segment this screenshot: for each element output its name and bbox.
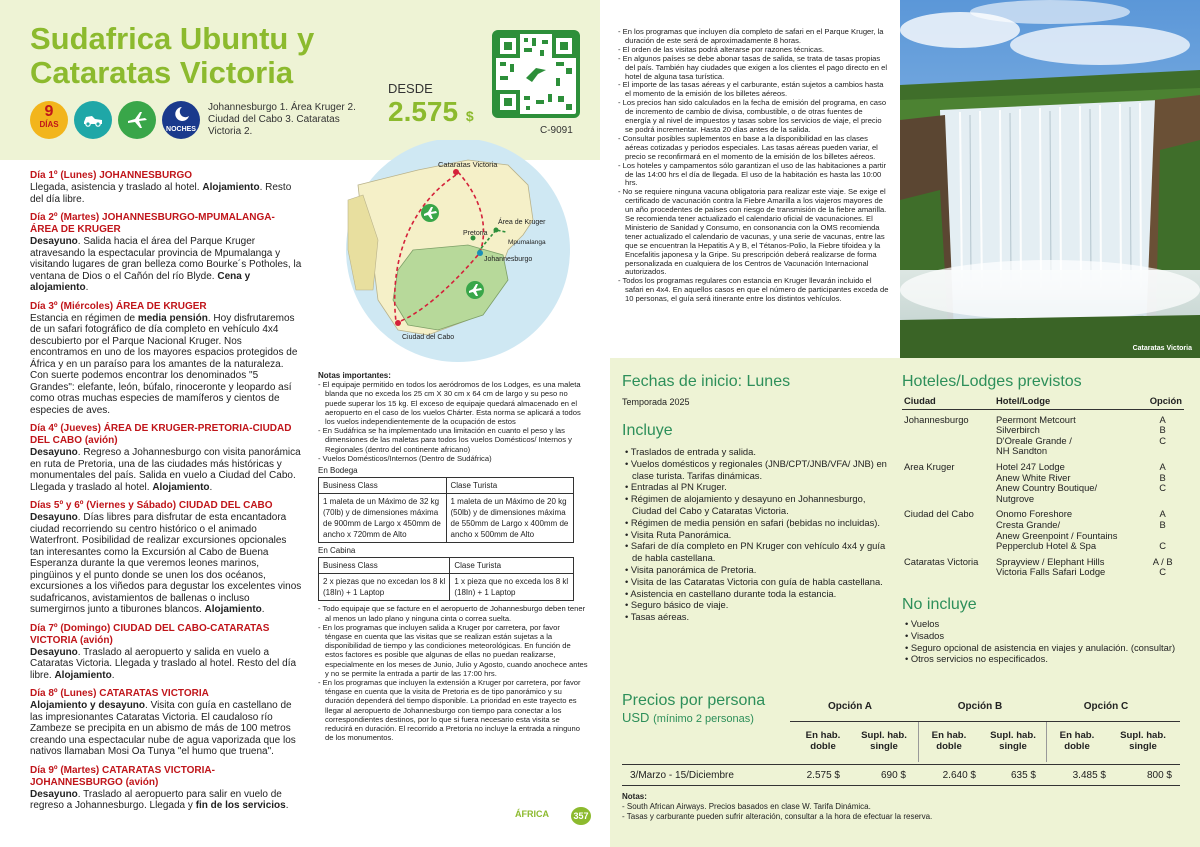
itinerary-day [30,170,302,205]
table-header: Clase Turista [450,558,574,574]
option-a-header: Opción A [827,701,873,712]
bodega-label: En Bodega [318,466,358,476]
table-cell: 2 x piezas que no excedan los 8 kl (18In) + 1 Laptop [319,574,450,601]
col-supl-single: Supl. hab. single [1120,730,1166,752]
table-header: Opción [1141,394,1184,409]
precios-subtitle: USD (mínimo 2 personas) [622,710,754,725]
table-row: Nutgrove [996,492,1035,504]
victoria-falls-photo [900,0,1200,358]
no-incluye-title: No incluye [902,596,977,613]
table-header: Ciudad [902,394,994,409]
car-icon [74,101,112,139]
table-row: Pepperclub Hotel & Spa C [996,540,1167,552]
table-header: Business Class [319,558,450,574]
list-item: • Visita Ruta Panorámica. [625,528,732,540]
list-item: • Asistencia en castellano durante toda la estancia. [625,587,837,599]
photo-caption: Cataratas Victoria [1132,345,1192,353]
itinerary-day [30,765,302,812]
route-summary: Johannesburgo 1. Área Kruger 2. Ciudad del Cabo 3. Cataratas Victoria 2. [208,102,356,137]
notes-title: Notas importantes: [318,371,391,380]
page-number: 357 [571,807,591,825]
incluye-list [622,446,892,623]
incluye-title: Incluye [622,422,673,439]
days-number: 9 [44,103,54,120]
day-text: Estancia en régimen de media pensión. Hoy disfrutaremos de un safari fotográfico de día completo en vehículo 4x4 descubierto por el Parque Nacional Kruger. Nos encontramos en uno de los mayores espacios protegidos de África y en un paraíso para los amantes de la naturaleza. Con suerte podemos encontrar los denominados "5 Grandes": elefante, león, búfalo, rinoceronte y leopardo así como otras muchas especies de mamíferos y cientos de especies de aves. [30,312,298,416]
table-cell: 1 x pieza que no exceda los 8 kl (18In) + 1 Laptop [450,574,574,601]
map-label-johannesburgo: Johannesburgo [484,256,533,263]
table-header: Clase Turista [446,478,574,494]
price-notes [622,792,1182,822]
list-item: • Visita de las Cataratas Victoria con guía de habla castellana. [625,575,883,587]
note-item: - Vuelos Domésticos/Internos (Dentro de Sudáfrica) [318,453,492,463]
day-title: Día 4º (Jueves) ÁREA DE KRUGER-PRETORIA-CIUDAD DEL CABO (avión) [30,423,292,446]
table-row: D'Oreale Grande / C [996,434,1167,446]
note-item: - Tasas y carburante pueden sufrir alteración, consultar a la hora de efectuar la reserva. [622,812,933,821]
days-badge [30,101,68,139]
map-label-mpumalanga: Mpumalanga [508,239,546,246]
list-item: • Otros servicios no especificados. [905,653,1048,665]
price-cell: 690 $ [880,770,906,781]
day-text: Desayuno. Regreso a Johannesburgo con visita panorámica en ruta de Pretoria, una de las ciudades más históricas y monumentales del país. Salida en vuelo a Ciudad del Cabo. Llegada y traslado al hotel. Alojamiento. [30,447,301,493]
itinerary-day [30,423,302,493]
table-row: Anew Country Boutique/ C [996,482,1167,494]
col-en-doble: En hab. doble [1059,730,1095,752]
day-text: Llegada, asistencia y traslado al hotel. Alojamiento. Resto del día libre. [30,182,292,205]
day-title: Día 2º (Martes) JOHANNESBURGO-MPUMALANGA-ÁREA DE KRUGER [30,212,275,235]
map-label-cabo: Ciudad del Cabo [402,334,455,341]
table-row: Anew White River B [996,471,1166,483]
note-item: - El importe de las tasas aéreas y el carburante, están sujetos a cambios hasta el momento de la emisión de los billetes aéreos. [618,80,884,99]
day-title: Días 5º y 6º (Viernes y Sábado) CIUDAD DEL CABO [30,500,273,511]
note-item: - En los programas que incluyen día completo de safari en el Parque Kruger, la duración de este será de aproximadamente 8 horas. [618,27,884,45]
price-desde-label: DESDE [388,81,433,96]
note-item: - Todo equipaje que se facture en el aeropuerto de Johannesburgo deben tener al menos un lado plano y ninguna cinta o correa suelta. [318,604,586,623]
itinerary-day [30,500,302,616]
table-row: Cataratas Victoria Sprayview / Elephant Hills A / B [904,555,1173,567]
day-text: Desayuno. Salida hacia el área del Parque Kruger atravesando la espectacular provincia de Mpumalanga y visitando lugares de gran belleza como Bourke´s Potholes, la ventana de Dios o el Cañón del río Blyde. Cena y alojamiento. [30,236,302,293]
cabina-table [318,557,574,601]
col-supl-single: Supl. hab. single [990,730,1036,752]
note-item: - Todos los programas regulares con estancia en Kruger llevarán incluido el safari en 4x4. En aquellos casos en que el número de participantes exceda de 10 personas, el guía será itinerante entre los distintos vehículos. [618,276,889,304]
list-item: • Traslados de entrada y salida. [625,446,756,457]
itinerary-day [30,688,302,758]
price-table-bottom-line [622,785,1180,786]
trip-code: C-9091 [540,125,573,136]
day-text: Desayuno. Traslado al aeropuerto y salida en vuelo a Cataratas Victoria. Llegada y traslado al hotel. Resto del día libre. Alojamiento. [30,646,297,681]
day-text: Desayuno. Traslado al aeropuerto para salir en vuelo de regreso a Johannesburgo. Llegada y fin de los servicios. [30,788,289,811]
table-row: Ciudad del Cabo Onomo Foreshore A [904,508,1166,520]
fechas-title: Fechas de inicio: Lunes [622,373,791,390]
note-item: - Los hoteles y campamentos sólo garantizan el uso de las habitaciones a partir de las 14:00 hrs el día de llegada. El uso de la habitación es hasta las 10:00 hrs. [618,160,887,188]
col-en-doble: En hab. doble [805,730,841,752]
list-item: • Seguro opcional de asistencia en viajes y anulación. (consultar) [905,641,1176,653]
itinerary-day [30,623,302,682]
temporada: Temporada 2025 [622,397,690,407]
plane-icon [118,101,156,139]
price-cell: 800 $ [1146,770,1172,781]
note-item: - No se requiere ninguna vacuna obligatoria para realizar este viaje. Se exige el certificado de vacunación contra la Fiebre Amarilla a los viajeros mayores de un año procedentes de países con riesgo de transmisión de la fiebre amarilla. Se recomienda tener actualizado el calendario oficial de vacunaciones. El Ministerio de Sanidad y Consumo, en consonancia con la OMS recomienda tener actualizado el calendario de vacunas, y una serie de vacunas, entre las que se encuentran la Hepatitis A y B, el Tétanos-Polio, la Fiebre tifoidea y la Encefalitis japonesa y la Gripe. Su prescripción deberá realizarse de forma personalizada en cualquiera de los Centros de Vacunación Internacional autorizados. [618,187,887,277]
note-item: - En algunos países se debe abonar tasas de salida, se trata de tasas propias del país. También hay ciudades que exigen a los clientes el pago directo en el hotel de alguna tasa turística. [618,53,888,81]
note-item: - Los precios han sido calculados en la fecha de emisión del programa, en caso de incremento de cambio de divisa, combustible, o de otras fuentes de energía y al nivel de impuestos y tasas sobre los servicios de viaje, el precio se podrá incrementar. Hasta 20 días antes de la salida. [618,98,887,134]
note-item: - En los programas que incluyen salida a Kruger por carretera, por favor téngase en cuenta que las visitas que se realizan están sujetas a la disponibilidad de tiempo y las condiciones meteorológicas. En función de estos factores es posible que algunas de ellas no puedan realizarse, especialmente en los meses de Junio, Julio y Agosto, cuando anochece antes y no se permite la entrada a partir de las 17:00 hrs. [318,622,588,678]
col-supl-single: Supl. hab. single [861,730,907,752]
day-title: Día 9º (Martes) CATARATAS VICTORIA-JOHANNESBURGO (avión) [30,764,215,788]
day-text: Alojamiento y desayuno. Visita con guía en castellano de las impresionantes Cataratas Victoria. El caudaloso río Zambeze se precipita en un abismo de más de 100 metros creando una espectacular nube de agua vaporizada que los nativos llamaban Mosi Oa Tunya "el humo que truena". [30,700,296,757]
table-row: NH Sandton [996,445,1048,457]
price-cell: 635 $ [1010,770,1036,781]
right-page [600,0,1200,847]
note-item: - Consultar posibles suplementos en base a la disponibilidad en las clases aéreas cotizadas y periodos especiales. Las tasas aéreas pueden variar, el precio se reconfirmará en el momento de la emisión de los billetes aéreos. [618,133,878,161]
list-item: • Vuelos [905,618,940,629]
precios-title: Precios por persona [622,692,766,709]
table-row: Silverbirch B [996,424,1166,436]
list-item: • Régimen de media pensión en safari (bebidas no incluidas). [625,516,880,528]
price-value: 2.575 [388,96,459,127]
itinerary-day [30,301,302,417]
map-label-cataratas: Cataratas Victoria [438,160,498,169]
day-text: Desayuno. Días libres para disfrutar de esta encantadora ciudad recorriendo su centro histórico o el animado Waterfront. Posibilidad de realizar excursiones opcionales tan interesantes como la Excursión al Cabo de Buena Esperanza durante la que veremos leones marinos, pingüinos y el punto donde se unen los dos océanos, excursiones a los viñedos para degustar los excelentes vinos sudafricanos, avistamientos de ballenas o incluso sumergirnos junto a tiburones blancos. Alojamiento. [30,512,302,615]
list-item: • Safari de día completo en PN Kruger con vehículo 4x4 y guía de habla castellana. [625,540,886,564]
important-notes [318,371,588,742]
price-table-mid-line [622,764,1180,765]
qr-code-icon[interactable] [492,30,580,118]
note-item: - El equipaje permitido en todos los aeródromos de los Lodges, es una maleta blanda que no exceda los 25 cm X 30 cm x 64 cm de largo y su peso no puede superar los 15 kg. El exceso de equipaje quedará almacenado en el aeropuerto en el caso de los vuelos Chárter. Esta norma se aplicará a todos los vuelos independientemente de la ocupación de estos [318,380,581,427]
price-cell: 2.640 $ [942,770,976,781]
route-map [318,140,586,365]
price-from [388,94,474,129]
option-c-header: Opción C [1083,701,1129,712]
hoteles-title: Hoteles/Lodges previstos [902,373,1082,390]
list-item: • Entradas al PN Kruger. [625,481,727,493]
note-item: - En los programas que incluyen la extensión a Kruger por carretera, por favor téngase en cuenta que la visita de Pretoria es de tipo panorámico y su duración dependerá del tiempo disponible. La prioridad en este trayecto es llegar al aeropuerto de Johannesburgo con tiempo para conectar a los correspondientes destinos, por lo que si fuera necesario esta visita se reducirá en duración. El recorrido a Pretoria no incluye la entrada a ninguno de los monumentos. [318,678,581,743]
day-title: Día 7º (Domingo) CIUDAD DEL CABO-CATARATAS VICTORIA (avión) [30,622,270,646]
list-item: • Tasas aéreas. [625,611,690,623]
table-row: Area Kruger Hotel 247 Lodge A [904,460,1166,472]
page-title: Sudafrica Ubuntu y Cataratas Victoria [30,21,315,90]
footer-continent: ÁFRICA [515,809,549,819]
list-item: • Seguro básico de viaje. [625,599,729,611]
day-title: Día 1º (Lunes) JOHANNESBURGO [30,170,193,181]
table-row: Johannesburgo Peermont Metcourt A [904,413,1166,425]
nights-label: NOCHES [166,126,196,134]
col-en-doble: En hab. doble [931,730,967,752]
map-label-pretoria: Pretoria [463,230,488,237]
table-row: Victoria Falls Safari Lodge C [996,566,1167,578]
itinerary [30,170,302,819]
days-label: DÍAS [39,120,59,129]
day-title: Día 3º (Miércoles) ÁREA DE KRUGER [30,300,207,312]
day-title: Día 8º (Lunes) CATARATAS VICTORIA [30,688,209,699]
table-cell: 1 maleta de un Máximo de 32 kg (70lb) y de dimensiones máxima de 900mm de Largo x 450mm de ancho x 720mm de Alto [319,494,447,543]
price-table-top-line [790,721,1180,722]
option-b-header: Opción B [957,701,1003,712]
table-header: Hotel/Lodge [994,394,1141,409]
table-cell: 1 maleta de un Máximo de 20 kg (50lb) y de dimensiones máxima de 550mm de Largo x 400mm de ancho x 500mm de Alto [446,494,574,543]
table-row: Cresta Grande/ B [996,518,1166,530]
no-incluye-list [902,618,1184,665]
price-currency: $ [465,108,474,124]
list-item: • Régimen de alojamiento y desayuno en Johannesburgo, Ciudad del Cabo y Cataratas Victoria. [625,493,866,516]
list-item: • Visita panorámica de Pretoria. [625,563,757,575]
bodega-table [318,477,574,543]
note-item: - El orden de las visitas podrá alterarse por razones técnicas. [618,44,824,54]
cabina-label: En Cabina [318,546,356,556]
list-item: • Vuelos domésticos y regionales (JNB/CPT/JNB/VFA/ JNB) en clase turista. Tarifas dinámicas. [625,457,887,481]
hotels-table [902,394,1184,578]
list-item: • Visados [905,629,945,641]
note-item: - South African Airways. Precios basados en clase W. Tarifa Dinámica. [622,802,871,811]
additional-notes [618,28,890,304]
nights-moon-icon [162,101,200,139]
table-header: Business Class [319,478,447,494]
table-row: Anew Greenpoint / Fountains [996,529,1118,541]
map-label-kruger: Área de Kruger [498,219,546,226]
price-cell: 3.485 $ [1072,770,1106,781]
price-row-label: 3/Marzo - 15/Diciembre [630,770,734,781]
note-item: - En Sudáfrica se ha implementado una limitación en cuanto el peso y las dimensiones de las maletas para todos los vuelos Domésticos/ Internos y Regionales (dentro del continente africano) [318,426,572,454]
itinerary-day [30,212,302,294]
price-notes-title: Notas: [622,792,647,801]
price-cell: 2.575 $ [806,770,840,781]
